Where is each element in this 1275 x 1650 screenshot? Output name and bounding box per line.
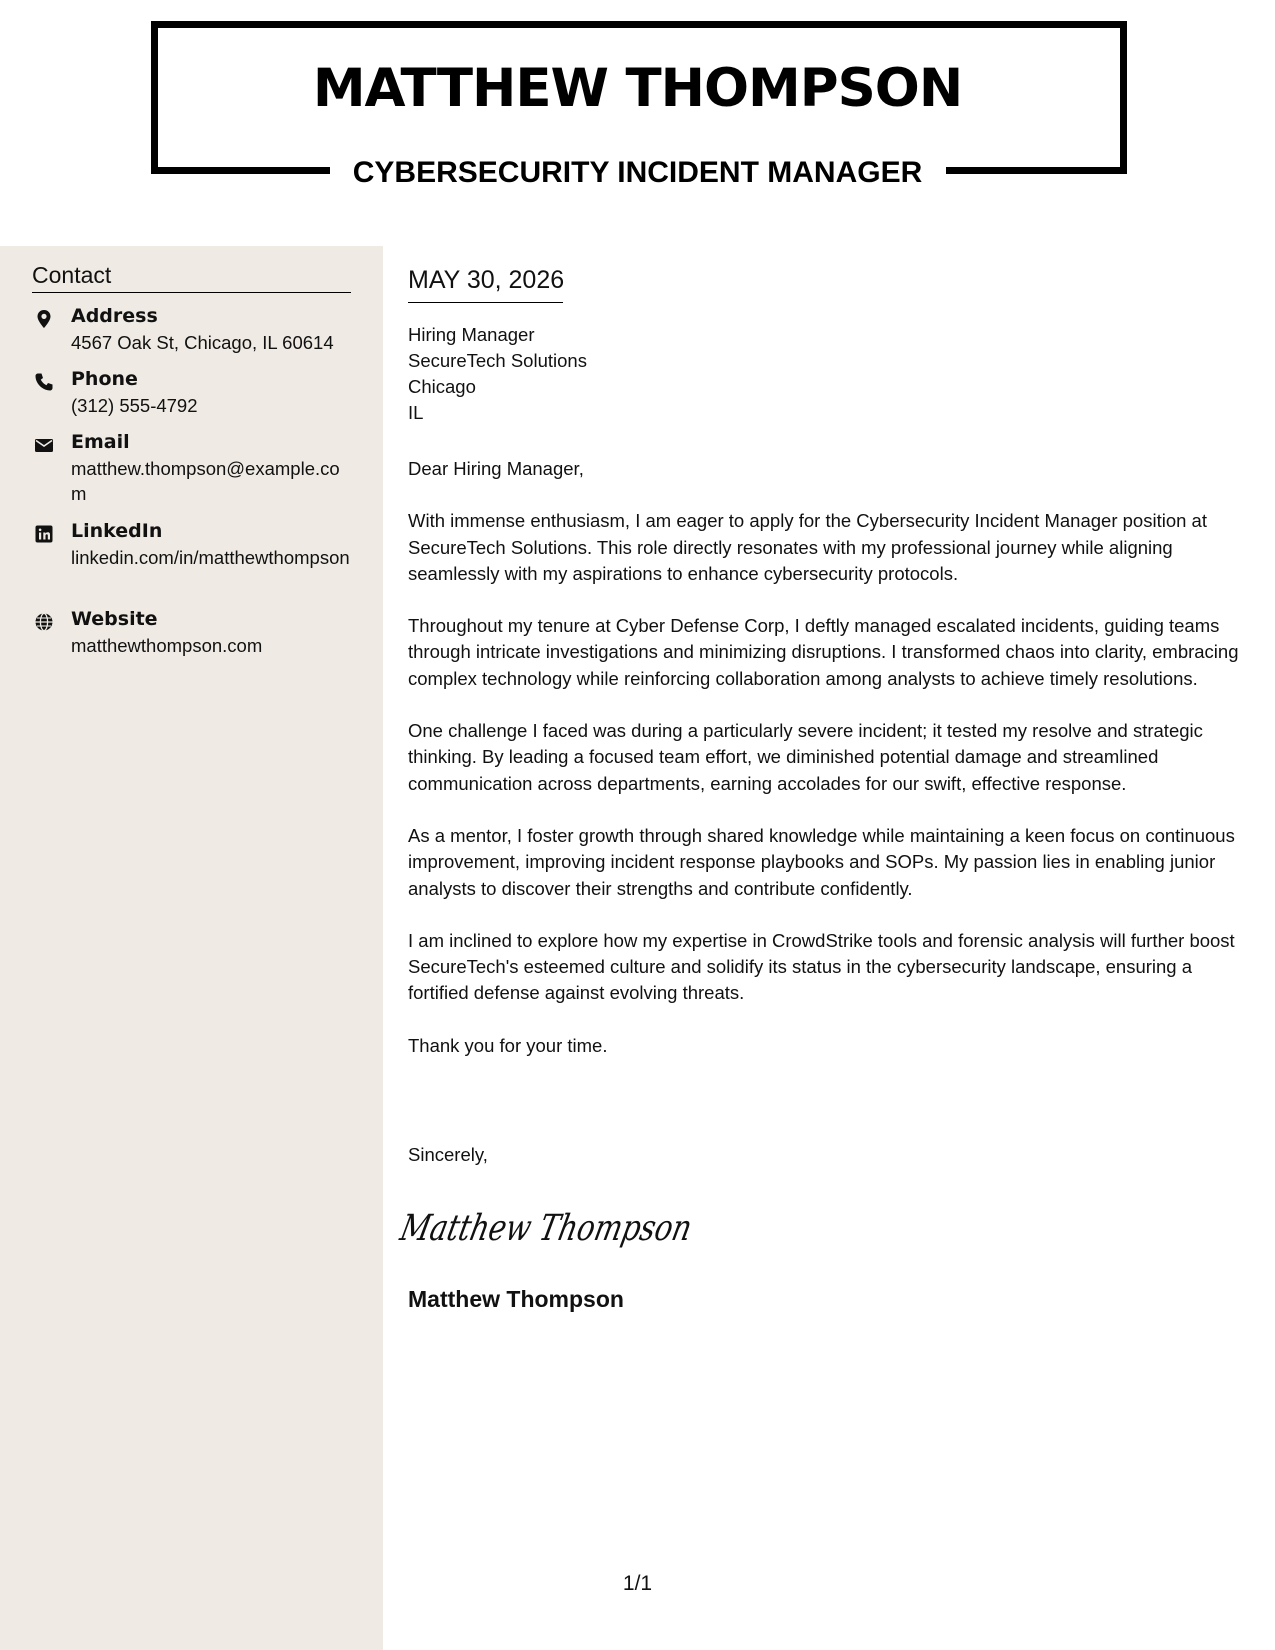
letter-paragraph: One challenge I faced was during a particularly severe incident; it tested my resolve and strategic thinking. By leading a focused team effort, we diminished potential damage and streamlined communication across departments, earning accolades for our swift, effective response. [408,720,1203,794]
contact-value[interactable]: matthew.thompson@example.com [71,458,340,504]
date-divider [408,302,563,303]
contact-value[interactable]: linkedin.com/in/matthewthompson [71,547,350,568]
signer-name: Matthew Thompson [408,1286,624,1312]
recipient-line: Chicago [408,376,476,397]
phone-icon [34,372,54,392]
recipient-line: SecureTech Solutions [408,350,587,371]
letter-paragraph: With immense enthusiasm, I am eager to apply for the Cybersecurity Incident Manager position at SecureTech Solutions. This role directly resonates with my professional journey while aligning seamlessly with my aspirations to enhance cybersecurity protocols. [408,510,1207,584]
location-pin-icon [34,309,54,329]
letter-paragraph: As a mentor, I foster growth through shared knowledge while maintaining a keen focus on continuous improvement, improving incident response playbooks and SOPs. My passion lies in enabling junior analysts to discover their strengths and contribute confidently. [408,824,1235,899]
globe-icon [34,612,54,632]
linkedin-icon [34,524,54,544]
letter-date: MAY 30, 2026 [408,266,565,294]
letter-paragraph: Thank you for your time. [408,1034,608,1056]
contact-value[interactable]: matthewthompson.com [71,635,263,656]
recipient-line: IL [408,402,424,423]
applicant-name: MATTHEW THOMPSON [312,58,963,119]
contact-value[interactable]: 4567 Oak St, Chicago, IL 60614 [71,332,334,353]
contact-label: LinkedIn [71,520,163,542]
letter-paragraph: Throughout my tenure at Cyber Defense Corp, I deftly managed escalated incidents, guiding teams through intricate investigations and minimizing disruptions. I transformed chaos into clarity, embracing complex technology while reinforcing collaboration among analysts to achieve timely resolutions. [408,615,1239,689]
recipient-line: Hiring Manager [408,324,535,345]
contact-value[interactable]: (312) 555-4792 [71,395,198,416]
salutation: Dear Hiring Manager, [408,458,584,479]
envelope-icon [34,435,54,455]
closing: Sincerely, [408,1144,488,1165]
svg-text:Matthew Thompson: Matthew Thompson [396,1206,770,1249]
contact-label: Phone [71,368,138,390]
job-title: CYBERSECURITY INCIDENT MANAGER [352,156,923,189]
contact-label: Email [71,431,130,453]
page-number: 1/1 [622,1572,653,1595]
contact-label: Address [71,305,158,327]
letter-paragraph: I am inclined to explore how my expertise in CrowdStrike tools and forensic analysis will further boost SecureTech's esteemed culture and solidify its status in the cybersecurity landscape, ensuring a fortified defense against evolving threats. [408,929,1235,1004]
contact-label: Website [71,608,158,630]
contact-divider [32,292,351,293]
letter-body [408,456,1248,1085]
recipient-block [408,322,587,426]
signature-image [396,1196,770,1256]
contact-heading: Contact [32,262,112,288]
